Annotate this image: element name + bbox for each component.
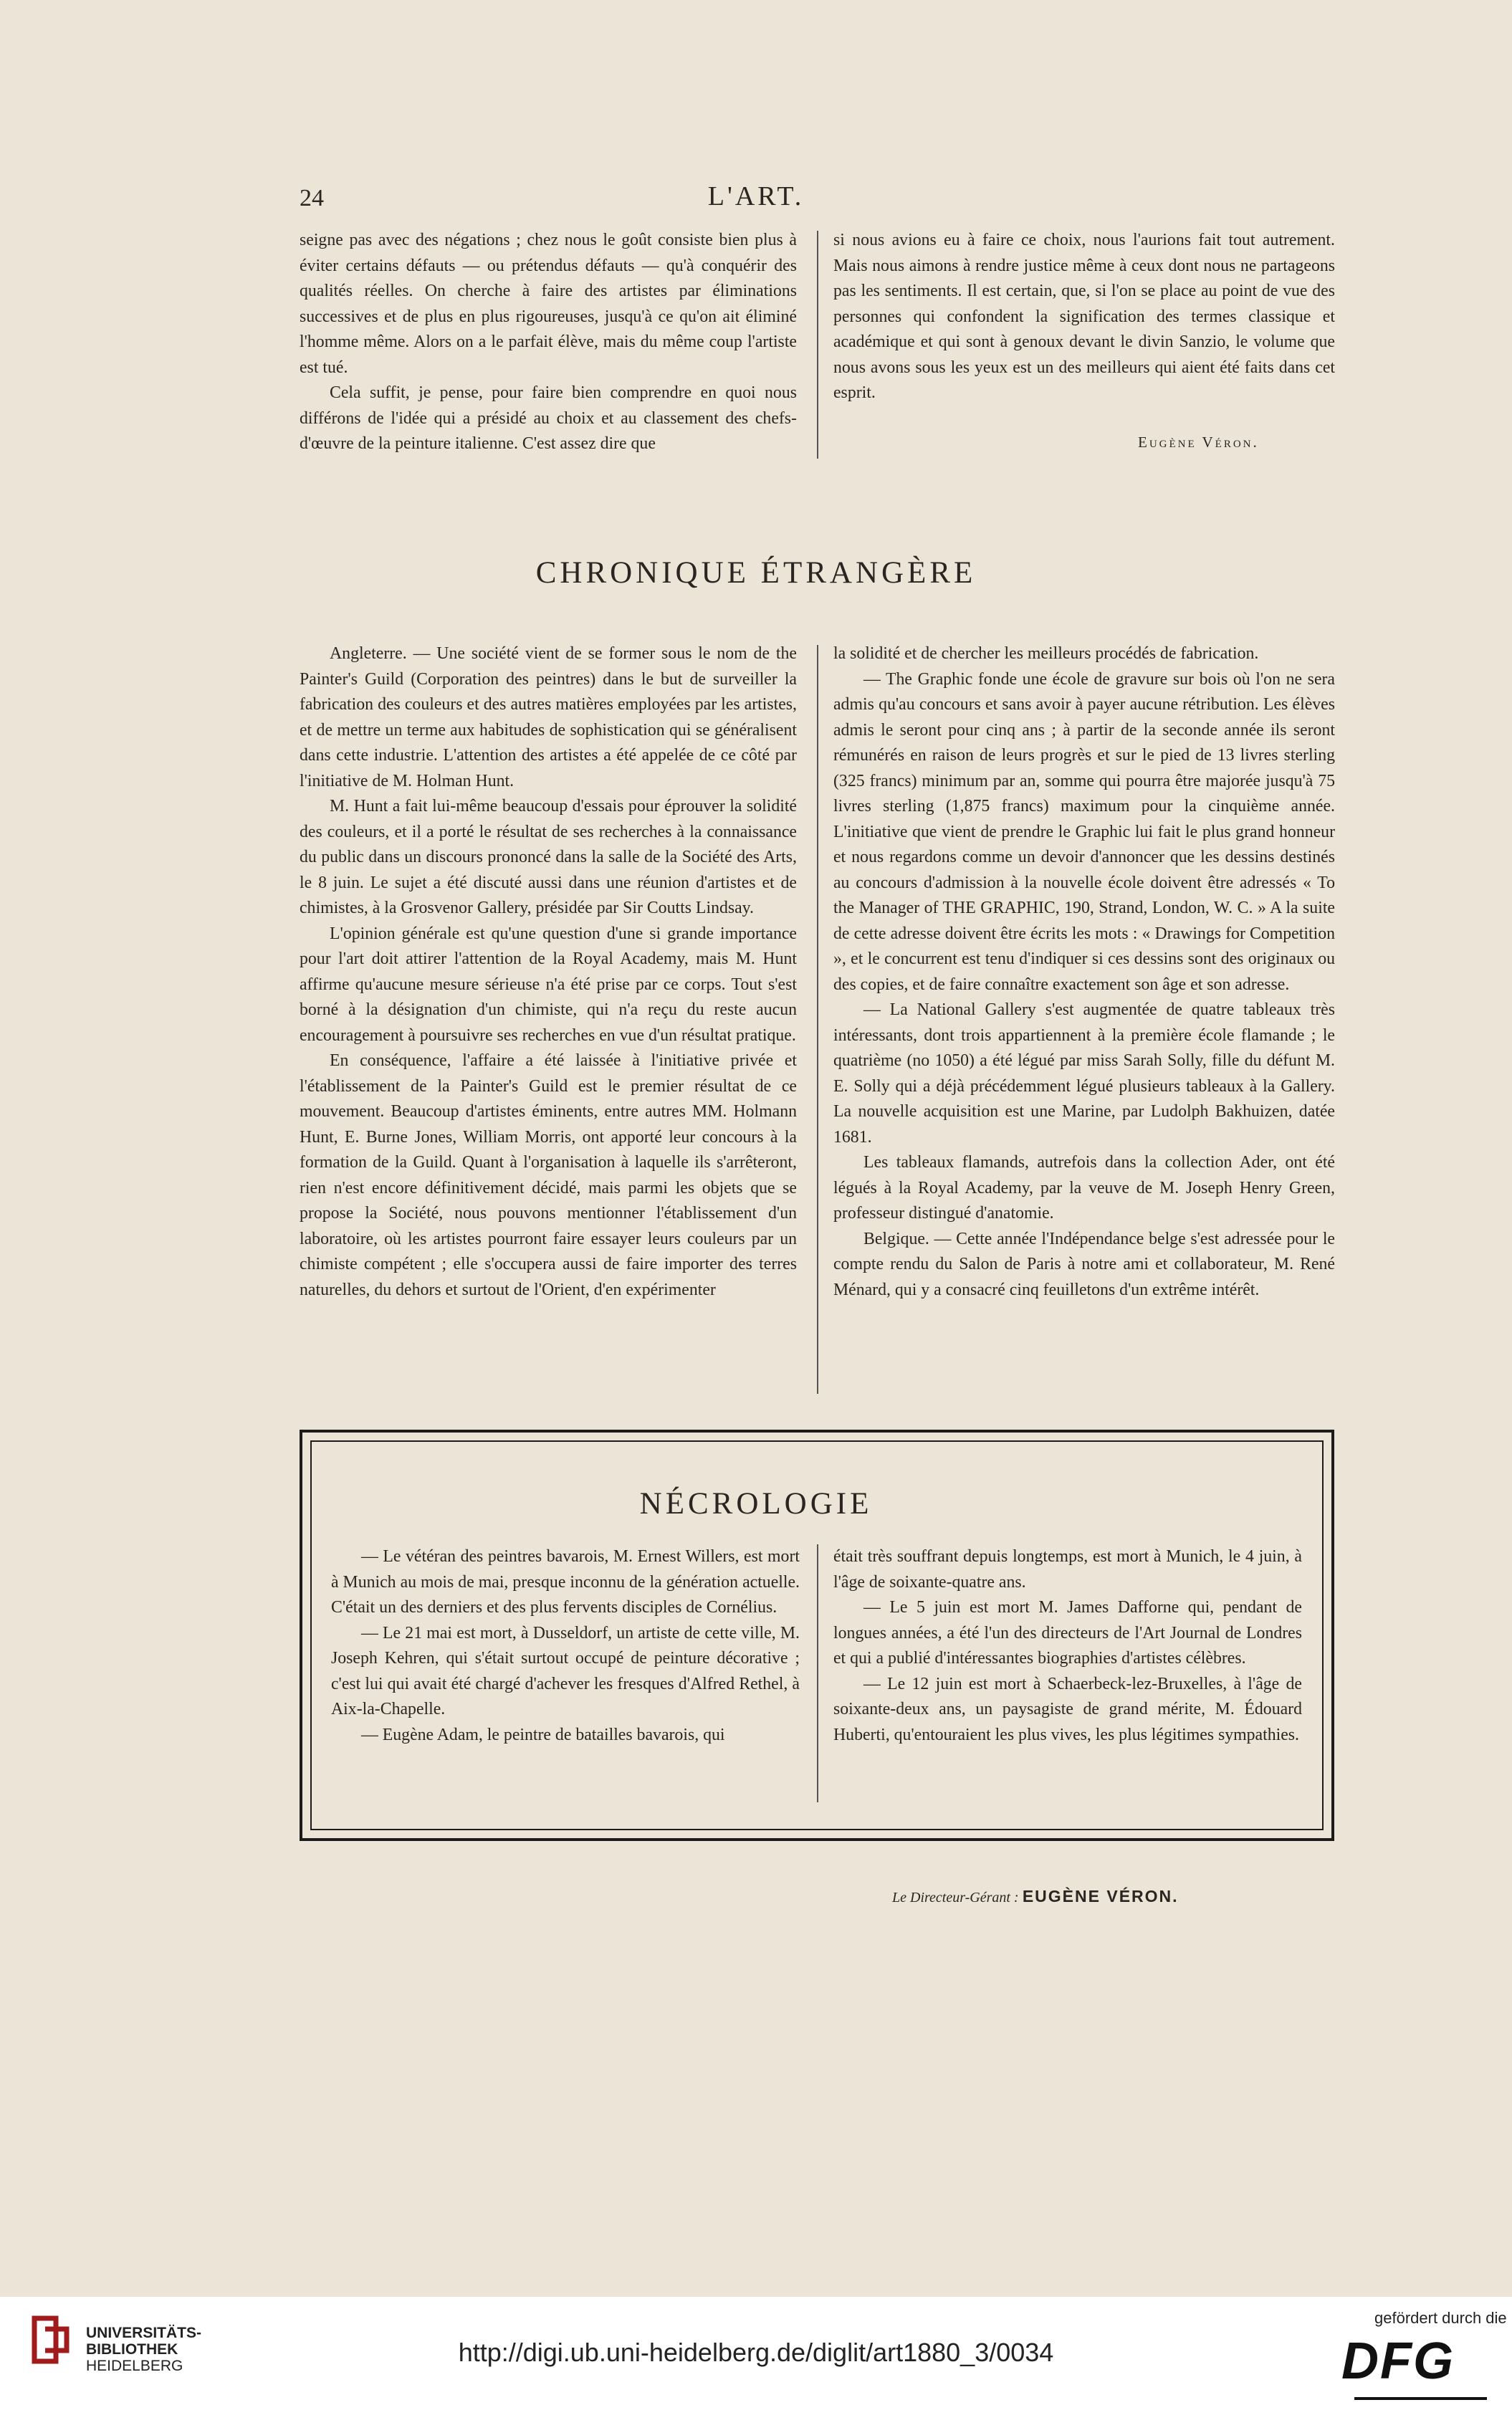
paragraph: — Le 21 mai est mort, à Dusseldorf, un artiste de cette ville, M. Joseph Kehren, qui s'était surtout occupé de peinture décorative ; c'est lui qui avait été chargé d'achever les fresques d'Alfred Rethel, à Aix-la-Chapelle. (331, 1623, 800, 1718)
director-label: Le Directeur-Gérant : (892, 1890, 1019, 1905)
column-rule (817, 231, 818, 459)
chronique-right-column (833, 641, 1335, 1303)
institution-line: UNIVERSITÄTS- (86, 2325, 202, 2341)
paragraph: — Le 12 juin est mort à Schaerbeck-lez-Bruxelles, à l'âge de soixante-deux ans, un paysagiste de grand mérite, M. Édouard Huberti, qu'entouraient les plus vives, les plus légitimes sympathies. (833, 1674, 1302, 1744)
paragraph: — Le vétéran des peintres bavarois, M. Ernest Willers, est mort à Munich au mois de mai, presque inconnu de la génération actuelle. C'était un des derniers et des plus fervents disciples de Cornélius. (331, 1547, 800, 1617)
source-url-link[interactable]: http://digi.ub.uni-heidelberg.de/diglit/art1880_3/0034 (458, 2338, 1054, 2367)
page-number: 24 (300, 185, 324, 211)
paragraph: — Eugène Adam, le peintre de batailles bavarois, qui (361, 1725, 725, 1744)
director-name: EUGÈNE VÉRON. (1022, 1887, 1179, 1905)
paragraph: — La National Gallery s'est augmentée de quatre tableaux très intéressants, dont trois appartiennent à la première école flamande ; le quatrième (no 1050) a été légué par miss Sarah Solly, fille du défunt M. E. Solly qui a déjà précédemment légué plusieurs tableaux à la Gallery. La nouvelle acquisition est une Marine, par Ludolph Bakhuizen, datée 1681. (833, 1000, 1335, 1147)
funding-label: gefördert durch die (1374, 2309, 1507, 2327)
section-title-chronique: CHRONIQUE ÉTRANGÈRE (535, 556, 977, 590)
intro-right-column (833, 228, 1335, 406)
dfg-logo: DFG (1341, 2333, 1455, 2390)
paragraph: si nous avions eu à faire ce choix, nous l'aurions fait tout autrement. Mais nous aimons à rendre justice même à ceux dont nous ne partageons pas les sentiments. Il est certain, que, si l'on se place au point de vue des personnes qui confondent la signification des termes classique et académique et qui sont à genoux devant le divin Sanzio, le volume que nous avons sous les yeux est un des meilleurs qui aient été faits dans cet esprit. (833, 231, 1335, 402)
paragraph: Angleterre. — Une société vient de se former sous le nom de the Painter's Guild (Corporation des peintres) dans le but de surveiller la fabrication des couleurs et des autres matières employées par les artistes, et de mettre un terme aux habitudes de sophistication qui se généralisent dans cette industrie. L'attention des artistes a été appelée de ce côté par l'initiative de M. Holman Hunt. (300, 644, 797, 790)
column-rule (817, 1544, 818, 1802)
paragraph: Belgique. — Cette année l'Indépendance belge s'est adressée pour le compte rendu du Salon de Paris à notre ami et collaborateur, M. René Ménard, qui y a consacré cinq feuilletons d'un extrême intérêt. (833, 1229, 1335, 1299)
chronique-left-column (300, 641, 797, 1303)
paragraph: seigne pas avec des négations ; chez nous le goût consiste bien plus à éviter certains défauts — ou prétendus défauts — qu'à conquérir des qualités réelles. On cherche à faire des artistes par éliminations successives et de plus en plus rigoureuses, jusqu'à ce qu'on ait éliminé l'homme même. Alors on a le parfait élève, mais du même coup l'artiste est tué. (300, 231, 797, 377)
running-title: L'ART. (707, 181, 805, 211)
necrologie-right-column (833, 1544, 1302, 1748)
paragraph: Les tableaux flamands, autrefois dans la collection Ader, ont été légués à la Royal Academy, par la veuve de M. Joseph Henry Green, professeur distingué d'anatomie. (833, 1153, 1335, 1223)
institution-line: BIBLIOTHEK (86, 2341, 178, 2358)
paragraph: L'opinion générale est qu'une question d'une si grande importance pour l'art doit attirer l'attention de la Royal Academy, mais M. Hunt affirme qu'aucune mesure sérieuse n'a été prise par ce corps. Tout s'est borné à la désignation d'un chimiste, qui n'a reçu du reste aucun encouragement à poursuivre ses recherches en vue d'un résultat pratique. (300, 924, 797, 1045)
paragraph: M. Hunt a fait lui-même beaucoup d'essais pour éprouver la solidité des couleurs, et il a porté le résultat de ses recherches à la connaissance du public dans un discours prononcé dans la salle de la Société des Arts, le 8 juin. Le sujet a été discuté aussi dans une réunion d'artistes et de chimistes, à la Grosvenor Gallery, présidée par Sir Coutts Lindsay. (300, 797, 797, 917)
necrologie-left-column (331, 1544, 800, 1748)
institution-line: HEIDELBERG (86, 2358, 183, 2374)
paragraph: — Le 5 juin est mort M. James Dafforne qui, pendant de longues années, a été l'un des directeurs de l'Art Journal de Londres et qui a publié d'intéressantes biographies d'artistes célèbres. (833, 1598, 1302, 1668)
paragraph: était très souffrant depuis longtemps, est mort à Munich, le 4 juin, à l'âge de soixante-quatre ans. (833, 1547, 1302, 1592)
signature: Eugène Véron. (1138, 434, 1259, 451)
paragraph: En conséquence, l'affaire a été laissée à l'initiative privée et l'établissement de la Painter's Guild est le premier résultat de ce mouvement. Beaucoup d'artistes éminents, entre autres MM. Holmann Hunt, E. Burne Jones, William Morris, ont apporté leur concours à la formation de la Guild. Quant à l'organisation à laquelle ils s'arrêteront, rien n'est encore définitivement décidé, mais parmi les objets que se propose la Société, nous pouvons mentionner l'établissement d'un laboratoire, où les artistes pourront faire essayer leurs couleurs par un chimiste compétent ; elle s'occupera aussi de faire importer des terres naturelles, du dehors et surtout de l'Orient, d'en expérimenter (300, 1051, 797, 1299)
director-line (892, 1887, 1179, 1906)
dfg-logo-bar (1354, 2397, 1487, 2400)
section-title-necrologie: NÉCROLOGIE (639, 1487, 873, 1521)
paragraph: la solidité et de chercher les meilleurs procédés de fabrication. (833, 644, 1259, 663)
paragraph: — The Graphic fonde une école de gravure sur bois où l'on ne sera admis qu'au concours et sans avoir à payer aucune rétribution. Les élèves admis le seront pour cinq ans ; à partir de la seconde année ils seront rémunérés en raison de leurs progrès et sur le pied de 13 livres sterling (325 francs) minimum par an, somme qui pourra être majorée jusqu'à 75 livres sterling (1,875 francs) maximum pour la cinquième année. L'initiative que vient de prendre le Graphic lui fait le plus grand honneur et nous regardons comme un devoir d'annoncer que les dessins destinés au concours d'admission à la nouvelle école doivent être adressés « To the Manager of THE GRAPHIC, 190, Strand, London, W. C. » A la suite de cette adresse doivent être écrits les mots : « Drawings for Competition », et le concurrent est tenu d'indiquer si ces dessins sont des originaux ou des copies, et de faire connaître exactement son âge et son adresse. (833, 669, 1335, 994)
paragraph: Cela suffit, je pense, pour faire bien comprendre en quoi nous différons de l'idée qui a présidé au choix et au classement des chefs-d'œuvre de la peinture italienne. C'est assez dire que (300, 383, 797, 453)
intro-left-column (300, 228, 797, 457)
column-rule (817, 645, 818, 1394)
